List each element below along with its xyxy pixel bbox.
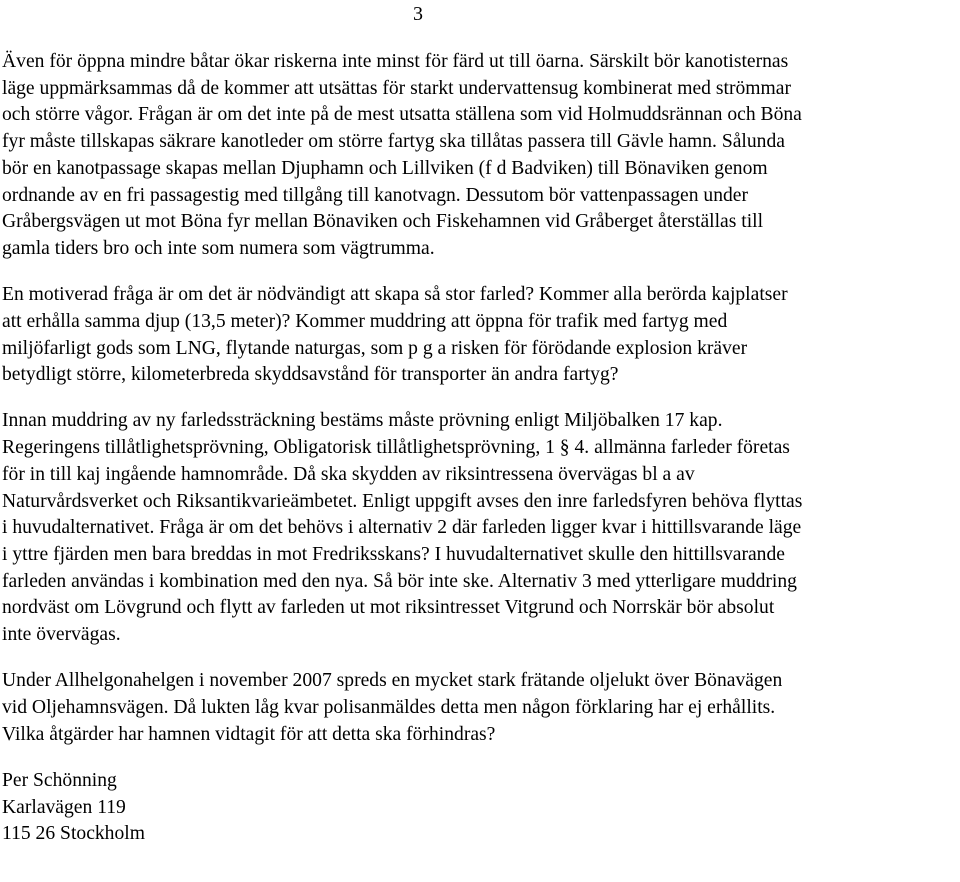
text-line: Naturvårdsverket och Riksantikvarieämbetet. Enligt uppgift avses den inre farledsfyren behöva flyttas	[2, 490, 803, 512]
text-line: En motiverad fråga är om det är nödvändigt att skapa så stor farled? Kommer alla berörda kajplatser	[2, 284, 788, 306]
text-line: Regeringens tillåtlighetsprövning, Obligatorisk tillåtlighetsprövning, 1 § 4. allmänna farleder företas	[2, 437, 790, 459]
text-line: gamla tiders bro och inte som numera som vägtrumma.	[2, 237, 435, 259]
text-line: Även för öppna mindre båtar ökar riskerna inte minst för färd ut till öarna. Särskilt bör kanotisternas	[2, 51, 789, 72]
text-line: fyr måste tillskapas säkrare kanotleder om större fartyg ska tillåtas passera till Gävle hamn. Sålunda	[2, 131, 785, 153]
signature-city: 115 26 Stockholm	[2, 823, 145, 845]
text-line: i huvudalternativet. Fråga är om det behövs i alternativ 2 där farleden ligger kvar i hittillsvarande läge	[2, 517, 802, 539]
paragraph-safety	[2, 49, 956, 263]
text-line: Vilka åtgärder har hamnen vidtagit för att detta ska förhindras?	[2, 723, 496, 745]
text-line: miljöfarligt gods som LNG, flytande naturgas, som p g a risken för förödande explosion kräver	[2, 337, 748, 359]
text-line: inte övervägas.	[2, 624, 121, 646]
text-line: farleden användas i kombination med den nya. Så bör inte ske. Alternativ 3 med ytterligare muddring	[2, 570, 797, 592]
signature-street: Karlavägen 119	[2, 796, 126, 818]
text-line: och större vågor. Frågan är om det inte på de mest utsatta ställena som vid Holmuddsrännan och Böna	[2, 104, 802, 126]
text-line: läge uppmärksammas då de kommer att utsättas för starkt undervattensug kombinerat med strömmar	[2, 77, 791, 99]
text-line: Innan muddring av ny farledssträckning bestäms måste prövning enligt Miljöbalken 17 kap.	[2, 410, 723, 432]
text-line: betydligt större, kilometerbreda skyddsavstånd för transporter än andra fartyg?	[2, 364, 619, 386]
text-line: Gråbergsvägen ut mot Böna fyr mellan Bönaviken och Fiskehamnen vid Gråberget återställas till	[2, 211, 764, 233]
paragraph-fairway-question	[2, 282, 956, 389]
paragraph-oil-odor	[2, 668, 956, 748]
text-line: bör en kanotpassage skapas mellan Djuphamn och Lillviken (f d Badviken) till Bönaviken genom	[2, 157, 768, 179]
text-line: vid Oljehamnsvägen. Då lukten låg kvar polisanmäldes detta men någon förklaring har ej erhållits.	[2, 696, 776, 718]
text-line: för in till kaj ingående hamnområde. Då ska skydden av riksintressena övervägas bl a av	[2, 463, 695, 485]
text-line: ordnande av en fri passagestig med tillgång till kanotvagn. Dessutom bör vattenpassagen under	[2, 184, 749, 206]
signature-name: Per Schönning	[2, 769, 117, 791]
page-number: 3	[413, 3, 423, 25]
text-line: att erhålla samma djup (13,5 meter)? Kommer muddring att öppna för trafik med fartyg med	[2, 310, 728, 332]
text-line: Under Allhelgonahelgen i november 2007 spreds en mycket stark frätande oljelukt över Bönavägen	[2, 670, 783, 692]
text-line: i yttre fjärden men bara breddas in mot Fredriksskans? I huvudalternativet skulle den hittillsvarande	[2, 543, 785, 565]
document-body	[2, 49, 956, 848]
text-line: nordväst om Lövgrund och flytt av farleden ut mot riksintresset Vitgrund och Norrskär bör absolut	[2, 597, 775, 619]
signature-block	[2, 768, 956, 848]
paragraph-dredging-review	[2, 408, 956, 648]
